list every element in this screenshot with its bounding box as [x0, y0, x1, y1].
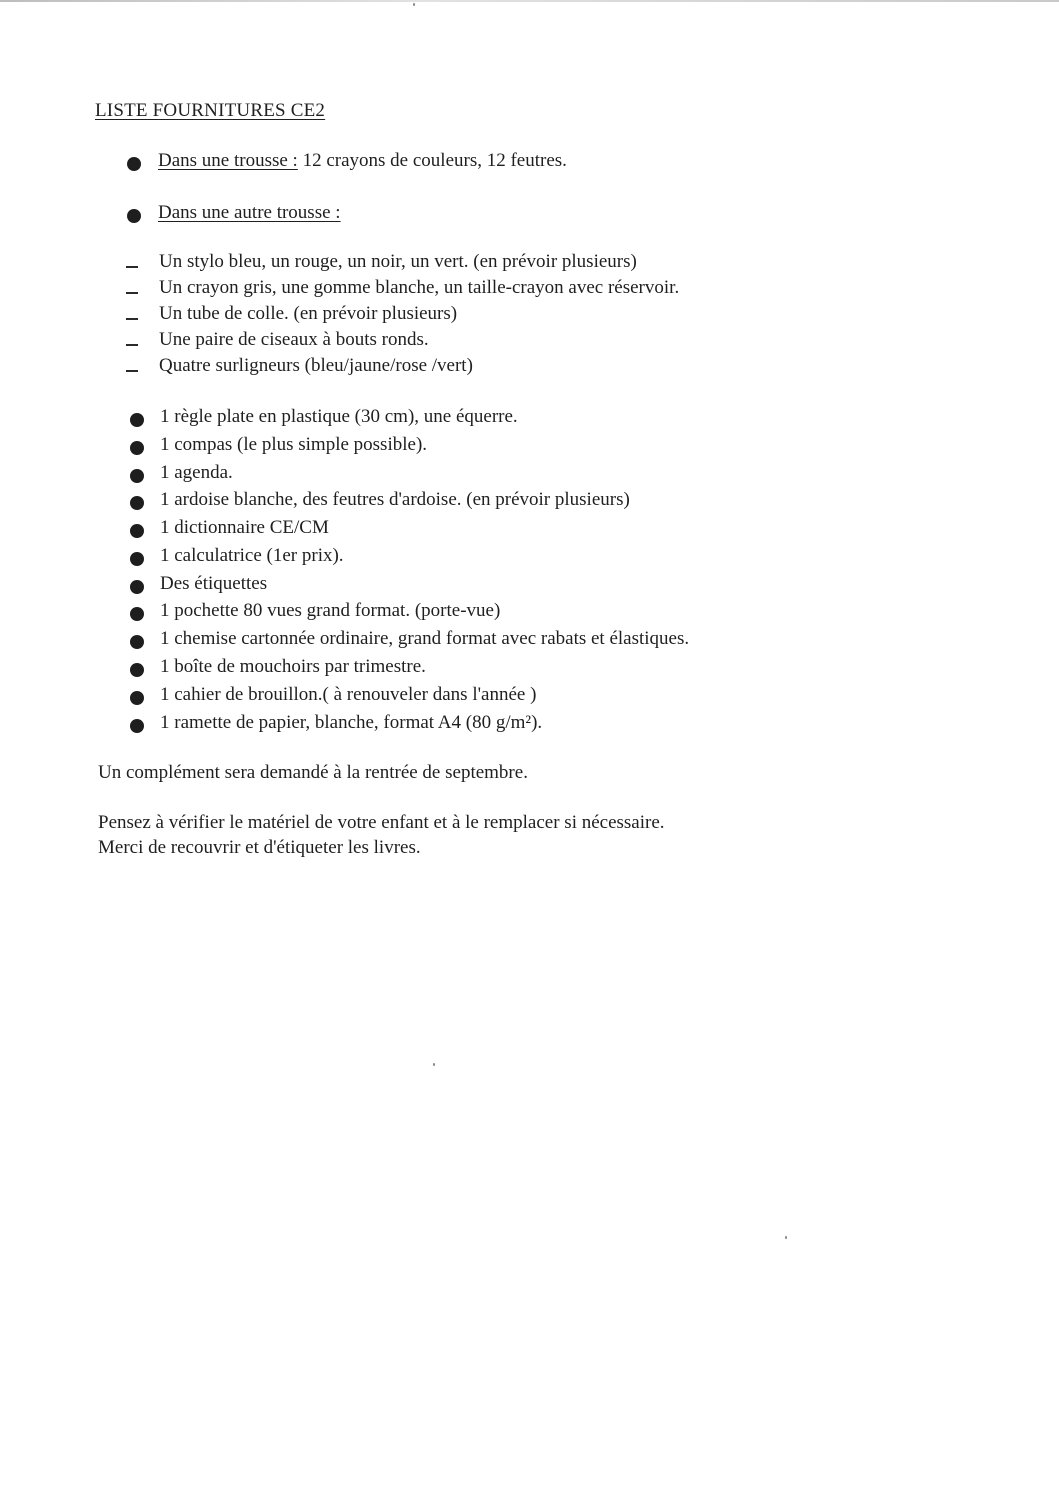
bullet-item: 1 pochette 80 vues grand format. (porte-vue)	[160, 600, 501, 621]
bullet-icon	[130, 719, 144, 733]
dash-item: Quatre surligneurs (bleu/jaune/rose /vert)	[159, 355, 473, 376]
bullet-icon	[130, 469, 144, 483]
scan-speck	[433, 1063, 435, 1066]
bullet-icon	[130, 635, 144, 649]
bullet-item: 1 cahier de brouillon.( à renouveler dans l'année )	[160, 684, 537, 705]
dash-item: Un tube de colle. (en prévoir plusieurs)	[159, 303, 458, 324]
scan-speck	[785, 1236, 787, 1239]
bullet-item: 1 dictionnaire CE/CM	[160, 517, 329, 538]
bullet-item: 1 règle plate en plastique (30 cm), une équerre.	[160, 406, 518, 427]
dash-item: Un crayon gris, une gomme blanche, un taille-crayon avec réservoir.	[159, 277, 680, 298]
bullet-icon	[130, 524, 144, 538]
bullet-icon	[130, 441, 144, 455]
bullet-icon	[130, 663, 144, 677]
bullet-item: 1 chemise cartonnée ordinaire, grand format avec rabats et élastiques.	[160, 628, 690, 649]
dash-item: Un stylo bleu, un rouge, un noir, un vert. (en prévoir plusieurs)	[159, 251, 637, 272]
dash-icon	[126, 266, 138, 268]
bullet-icon	[130, 691, 144, 705]
dash-icon	[126, 370, 138, 372]
section-2-line	[158, 202, 341, 224]
note-line: Un complément sera demandé à la rentrée de septembre.	[98, 762, 528, 783]
note-line: Merci de recouvrir et d'étiqueter les livres.	[98, 837, 421, 858]
bullet-item: 1 ardoise blanche, des feutres d'ardoise. (en prévoir plusieurs)	[160, 489, 630, 510]
bullet-icon	[130, 580, 144, 594]
dash-icon	[126, 318, 138, 320]
bullet-item: 1 compas (le plus simple possible).	[160, 434, 428, 455]
bullet-item: 1 boîte de mouchoirs par trimestre.	[160, 656, 426, 677]
dash-icon	[126, 292, 138, 294]
bullet-icon	[130, 607, 144, 621]
section-2-label: Dans une autre trousse :	[158, 202, 341, 223]
bullet-item: 1 calculatrice (1er prix).	[160, 545, 344, 566]
scan-speck	[413, 3, 415, 6]
section-1-label: Dans une trousse :	[158, 150, 298, 171]
bullet-item: 1 agenda.	[160, 462, 233, 483]
bullet-icon	[127, 157, 141, 171]
bullet-icon	[130, 413, 144, 427]
section-1-text: 12 crayons de couleurs, 12 feutres.	[297, 150, 567, 171]
bullet-icon	[127, 209, 141, 223]
document-title: LISTE FOURNITURES CE2	[95, 100, 326, 121]
bullet-item: 1 ramette de papier, blanche, format A4 (80 g/m²).	[160, 712, 543, 733]
dash-icon	[126, 344, 138, 346]
bullet-icon	[130, 496, 144, 510]
section-1-line	[158, 150, 567, 172]
note-line: Pensez à vérifier le matériel de votre enfant et à le remplacer si nécessaire.	[98, 812, 665, 833]
bullet-item: Des étiquettes	[160, 573, 268, 594]
dash-item: Une paire de ciseaux à bouts ronds.	[159, 329, 429, 350]
bullet-icon	[130, 552, 144, 566]
